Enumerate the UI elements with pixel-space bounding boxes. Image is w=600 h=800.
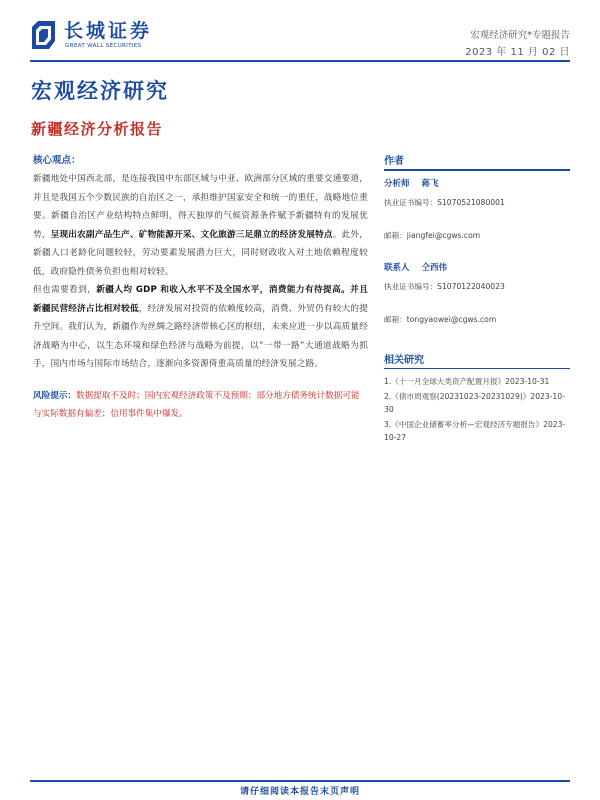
research-item[interactable]: 2.《债市周观察(20231023-20231029)》2023-10-30 [384,392,565,414]
core-views-label: 核心观点： [33,155,81,166]
brand-name-cn: 长城证券 [64,20,153,42]
report-category: 宏观经济研究*专题报告 [470,30,570,41]
contact-role: 联系人 [384,262,410,273]
analyst-cert: 执业证书编号：S1070521080001 [384,197,505,207]
report-series-title: 宏观经济研究 [31,78,169,103]
great-wall-logo-icon [30,19,57,51]
risk-label: 风险提示： [33,390,76,401]
authors-divider [384,169,570,171]
brand-name-en: GREAT WALL SECURITIES [65,43,142,49]
footer-divider [30,780,570,782]
sidebar [384,152,570,444]
authors-heading: 作者 [384,156,404,167]
core-p1-highlight: 呈现出农副产品生产、矿物能源开采、文化旅游三足鼎立的经济发展特点 [50,229,333,240]
header-divider [30,60,570,62]
contact-row [384,261,570,273]
core-views-section [33,152,368,424]
disclaimer-notice: 请仔细阅读本报告末页声明 [239,787,360,797]
core-p2-tail: ，经济发展对投资的依赖度较高，消费、外贸仍有较大的提升空间。我们认为，新疆作为丝绸之路经济带核心区的枢纽，未来应进一步以高质量经济战略为中心，以生态环境和绿色经济与战略为前提，以“一带一路”大通道战略为抓手，国内市场与国际市场结合，逐渐向多资源倚重高质量的经济发展之路。 [33,303,368,369]
report-title: 新疆经济分析报告 [31,120,164,138]
core-p2-head: 但也需要看到， [33,285,97,295]
related-research-section [384,351,570,445]
research-divider [384,368,570,370]
core-p1-tail: 。此外，新疆人口老龄化问题较轻，劳动要素发展潜力巨大，同时财政收入对土地依赖程度较低，政府隐性债务负担也相对较轻。 [33,229,368,277]
contact-name: 仝西伟 [421,262,448,273]
core-p2-highlight: 新疆人均 GDP 和收入水平不及全国水平，消费能力有待提高。并且新疆民营经济占比相对较低 [33,285,368,314]
analyst-role: 分析师 [384,178,410,189]
report-date: 2023 年 11 月 02 日 [465,47,570,58]
contact-cert: 执业证书编号：S1070122040023 [384,281,505,291]
risk-text: 数据提取不及时；国内宏观经济政策不及预期；部分地方债务统计数据可能与实际数据有偏差；信用事件集中爆发。 [33,390,360,419]
core-p1-text: 新疆地处中国西北部，是连接我国中东部区域与中亚、欧洲部分区域的重要交通要道，并且是我国五个少数民族的自治区之一，承担维护国家安全和统一的重任，战略地位重要。新疆自治区产业结构特点鲜明，得天独厚的气候资源条件赋予新疆特有的发展优势， [33,174,368,240]
core-paragraph-2 [33,281,368,374]
analyst-row [384,177,570,189]
contact-email[interactable]: 邮箱：tongyaowei@cgws.com [384,314,497,324]
core-paragraph-1 [33,170,368,281]
research-item[interactable]: 3.《中国企业储蓄率分析—宏观经济专题报告》2023-10-27 [384,420,566,442]
analyst-email[interactable]: 邮箱：jiangfei@cgws.com [384,230,481,240]
related-research-heading: 相关研究 [384,354,424,366]
research-item[interactable]: 1.《十一月全球大类资产配置月报》2023-10-31 [384,377,550,386]
analyst-name: 蒋飞 [421,178,439,189]
risk-warning [33,387,368,424]
